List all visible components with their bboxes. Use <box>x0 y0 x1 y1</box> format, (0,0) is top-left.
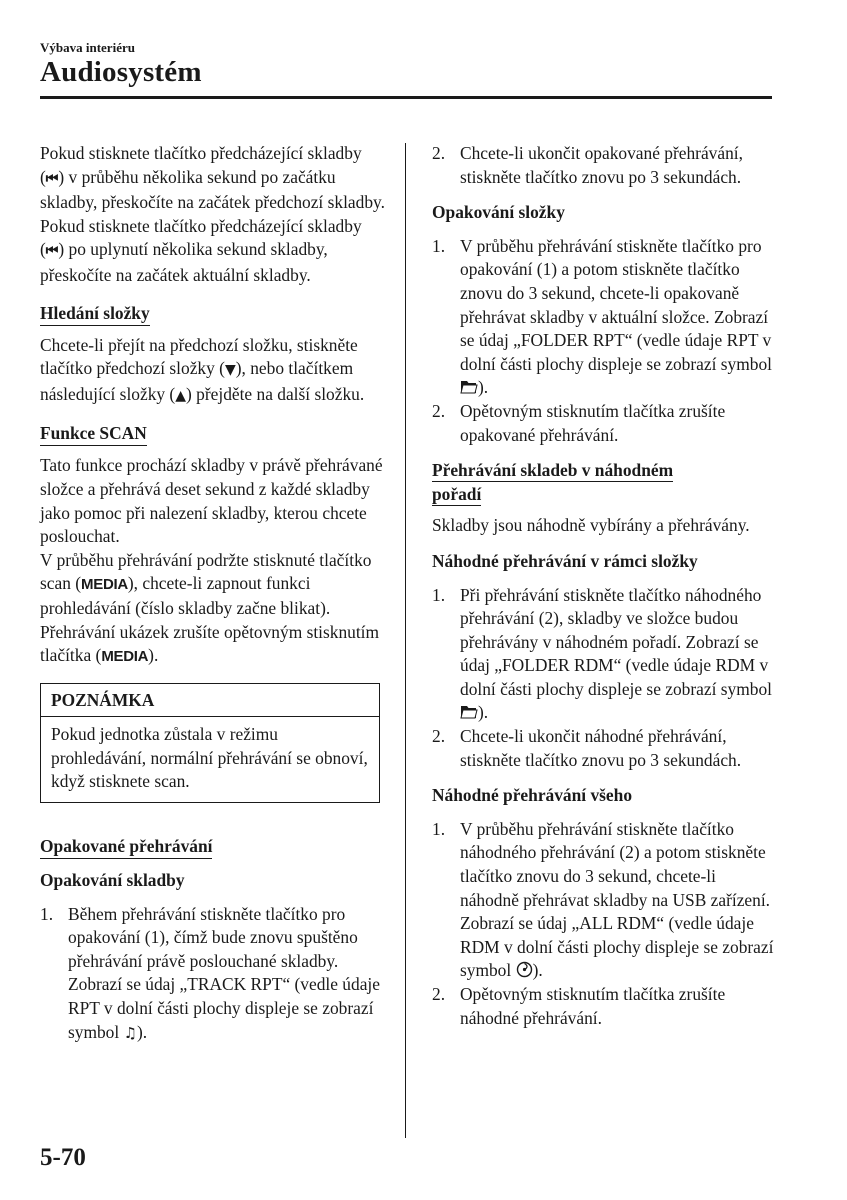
list-item: 2. Opětovným stisknutím tlačítka zrušíte opakované přehrávání. <box>432 400 726 445</box>
previous-track-icon: ⏮ <box>45 170 59 187</box>
list-item: 2. Chcete-li ukončit náhodné přehrávání, stiskněte tlačítko znovu po 3 sekundách. <box>432 726 742 770</box>
folder-icon <box>460 379 478 394</box>
page-number: 5-70 <box>40 1144 86 1171</box>
random-all-heading: Náhodné přehrávání všeho <box>432 785 633 806</box>
scan-heading: Funkce SCAN <box>40 422 147 446</box>
list-item: 1. V průběhu přehrávání stiskněte tlačítko pro opakování (1) a potom stiskněte tlačítko znovu do 3 sekund, chcete-li opakovaně přehrávat skladby v aktuální složce. Zobrazí se údaj „FOLDER RPT“ (vedle údaje RPT v dolní části plochy displeje se zobrazí symbol ). <box>432 235 772 398</box>
page-title: Audiosystém <box>40 56 202 88</box>
disc-icon <box>516 961 533 978</box>
scan-paragraph-2: V průběhu přehrávání podržte stisknuté tlačítko scan (MEDIA), chcete-li zapnout funkci prohledávání (číslo skladby začne blikat). Přehrávání ukázek zrušíte opětovným stisknutím tlačítka (MEDIA). <box>40 549 380 666</box>
folder-down-icon: ▼ <box>224 362 236 379</box>
title-rule <box>40 96 772 99</box>
note-box <box>40 683 380 803</box>
previous-track-icon: ⏮ <box>45 243 59 260</box>
section-label: Výbava interiéru <box>40 40 135 55</box>
note-text: Pokud jednotka zůstala v režimu prohledávání, normální přehrávání se obnoví, když stisknete scan. <box>51 724 368 792</box>
folder-icon <box>460 704 478 719</box>
list-item: 1. Při přehrávání stiskněte tlačítko náhodného přehrávání (2), skladby ve složce budou přehrávány v náhodném pořadí. Zobrazí se údaj „FOLDER RDM“ (vedle údaje RDM v dolní části plochy displeje se zobrazí symbol ). <box>432 584 772 723</box>
random-heading: Přehrávání skladeb v náhodném pořadí <box>432 460 674 504</box>
list-item: 1. Během přehrávání stiskněte tlačítko pro opakování (1), čímž bude znovu spuštěno přehrávání právě poslouchané skladby. Zobrazí se údaj „TRACK RPT“ (vedle údaje RPT v dolní části plochy displeje se zobrazí symbol ♫). <box>40 903 380 1042</box>
random-intro: Skladby jsou náhodně vybírány a přehrávány. <box>432 515 750 536</box>
repeat-track-heading: Opakování skladby <box>40 870 185 891</box>
column-divider <box>405 143 406 1138</box>
track-repeat-icon: ♫ <box>123 1023 138 1042</box>
media-button-icon: MEDIA <box>101 648 149 666</box>
folder-search-heading: Hledání složky <box>40 302 150 326</box>
folder-up-icon: ▲ <box>175 387 187 404</box>
repeat-heading: Opakované přehrávání <box>40 835 212 859</box>
left-column <box>40 142 385 1045</box>
list-item: 2. Chcete-li ukončit opakované přehrávání, stiskněte tlačítko znovu po 3 sekundách. <box>432 143 743 187</box>
list-item: 1. V průběhu přehrávání stiskněte tlačítko náhodného přehrávání (2) a potom stiskněte tlačítko znovu do 3 sekund, chcete-li náhodně přehrávat skladby na USB zařízení. Zobrazí se údaj „ALL RDM“ (vedle údaje RDM v dolní části plochy displeje se zobrazí symbol ). <box>432 818 774 981</box>
repeat-folder-heading: Opakování složky <box>432 202 565 223</box>
intro-paragraph-1: Pokud stisknete tlačítko předcházející skladby (⏮) v průběhu několika sekund po začátku skladby, přeskočíte na začátek předchozí skladby. <box>40 143 385 213</box>
list-item: 2. Opětovným stisknutím tlačítka zrušíte náhodné přehrávání. <box>432 984 726 1028</box>
scan-paragraph-1: Tato funkce prochází skladby v právě přehrávané složce a přehrává deset sekund z každé skladby jako pomoc při nalezení skladby, kterou chcete poslouchat. <box>40 455 383 547</box>
media-button-icon: MEDIA <box>81 576 128 594</box>
random-folder-heading: Náhodné přehrávání v rámci složky <box>432 550 698 571</box>
right-column <box>432 142 777 1030</box>
note-title: POZNÁMKA <box>41 684 379 718</box>
folder-search-paragraph: Chcete-li přejít na předchozí složku, stiskněte tlačítko předchozí složky (▼), nebo tlačítkem následující složky (▲) přejděte na další složku. <box>40 334 365 404</box>
intro-paragraph-2: Pokud stisknete tlačítko předcházející skladby (⏮) po uplynutí několika sekund skladby, přeskočíte na začátek aktuální skladby. <box>40 215 362 285</box>
